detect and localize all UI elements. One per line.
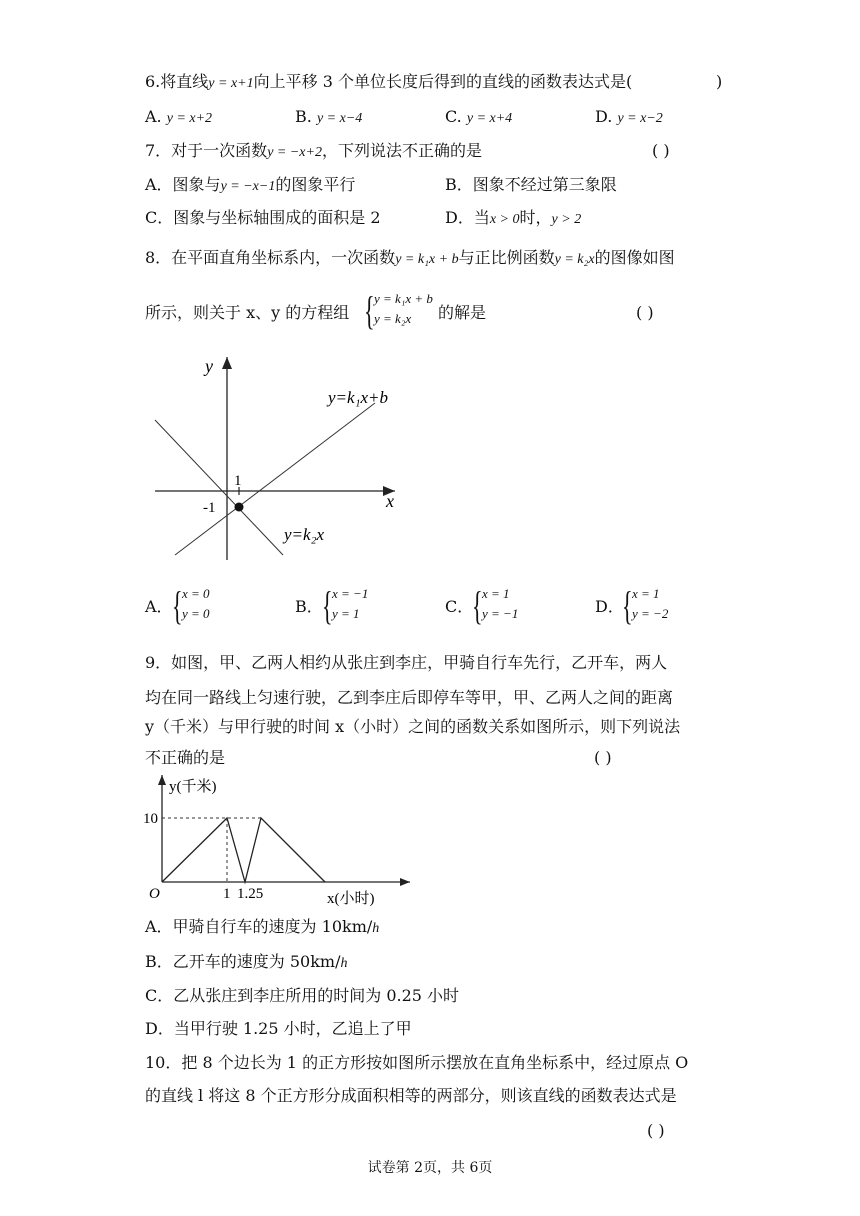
x-axis-arrow-icon [400,878,410,886]
q9-graph [145,770,425,915]
q8-stem-line2-post: 的解是 [438,303,487,322]
q8-option-d[interactable]: { x = 1 y = −2 [622,583,669,628]
q7-option-c[interactable]: C．图象与坐标轴围成的面积是 2 [145,208,381,227]
q8-stem-line2-pre: 所示，则关于 x、y 的方程组 [145,303,350,322]
q6-option-a[interactable]: A. y = x+2 [145,107,213,126]
y-axis-arrow-icon [222,357,232,369]
q6-option-b[interactable]: B. y = x−4 [295,107,363,126]
q10-paren: ( ) [647,1121,665,1140]
q8-option-c-letter[interactable]: C． [445,597,474,616]
q9-option-a[interactable]: A．甲骑自行车的速度为 10km/h [145,917,380,936]
q9-stem-line4: 不正确的是 [145,748,226,767]
line2-label: y=k₂x [284,525,325,544]
line-y-k1x-b [175,403,375,555]
q9-paren: ( ) [594,748,612,767]
q8-option-b[interactable]: { x = −1 y = 1 [322,583,369,628]
x-axis-label: x [386,491,394,511]
brace-icon: { [472,583,483,628]
q6-option-d[interactable]: D. y = x−2 [595,107,663,126]
origin-label: O [149,886,160,902]
q8-graph [145,345,405,570]
page-footer: 试卷第 2页，共 6页 [367,1160,493,1176]
q9-stem-line2: 均在同一路线上匀速行驶，乙到李庄后即停车等甲，甲、乙两人之间的距离 [145,688,674,707]
q7-option-d[interactable]: D．当x > 0时，y > 2 [445,208,582,227]
q9-stem-line3: y（千米）与甲行驶的时间 x（小时）之间的函数关系如图所示，则下列说法 [145,717,681,736]
q8-equation-system: { y = k₁x + b y = k₂x [364,288,433,333]
brace-icon: { [364,288,375,333]
y-axis-label: y [205,356,213,376]
q8-option-b-letter[interactable]: B． [295,597,323,616]
q8-option-c[interactable]: { x = 1 y = −1 [472,583,519,628]
tick-label-neg1: -1 [203,500,216,516]
brace-icon: { [622,583,633,628]
q8-stem-line1: 8．在平面直角坐标系内，一次函数y = k₁x + b与正比例函数y = k₂x的图像如图 [145,248,675,267]
x-axis-label: x(小时) [327,891,375,907]
y-axis-label: y(千米) [169,779,217,795]
q8-option-a-letter[interactable]: A． [145,597,173,616]
q7-paren: ( ) [652,141,670,160]
distance-polyline [162,818,325,882]
tick-label-1: 1 [234,473,242,489]
q9-option-d[interactable]: D．当甲行驶 1.25 小时，乙追上了甲 [145,1019,412,1038]
q7-stem: 7．对于一次函数y = −x+2，下列说法不正确的是 [145,141,482,160]
q7-option-b[interactable]: B．图象不经过第三象限 [445,175,617,194]
q6-paren: ) [716,72,723,91]
q6-option-c[interactable]: C. y = x+4 [445,107,513,126]
line1-label: y=k₁x+b [328,388,388,407]
brace-icon: { [172,583,183,628]
q9-option-c[interactable]: C．乙从张庄到李庄所用的时间为 0.25 小时 [145,986,460,1005]
q8-option-a[interactable]: { x = 0 y = 0 [172,583,210,628]
q8-paren: ( ) [636,303,654,322]
intersection-point [235,503,244,512]
x-tick-1: 1 [223,886,231,902]
q9-option-b[interactable]: B．乙开车的速度为 50km/h [145,952,348,971]
x-tick-1-25: 1.25 [237,886,264,902]
q10-stem-line2: 的直线 l 将这 8 个正方形分成面积相等的两部分，则该直线的函数表达式是 [145,1086,677,1105]
q6-stem: 6.将直线y = x+1向上平移 3 个单位长度后得到的直线的函数表达式是( [145,72,633,91]
q9-stem-line1: 9．如图，甲、乙两人相约从张庄到李庄，甲骑自行车先行，乙开车，两人 [145,653,668,672]
q10-stem-line1: 10．把 8 个边长为 1 的正方形按如图所示摆放在直角坐标系中，经过原点 O [145,1053,689,1072]
brace-icon: { [322,583,333,628]
q8-option-d-letter[interactable]: D． [595,597,624,616]
q7-option-a[interactable]: A．图象与y = −x−1的图象平行 [145,175,356,194]
y-tick-10: 10 [143,811,158,827]
y-axis-arrow-icon [158,775,166,785]
